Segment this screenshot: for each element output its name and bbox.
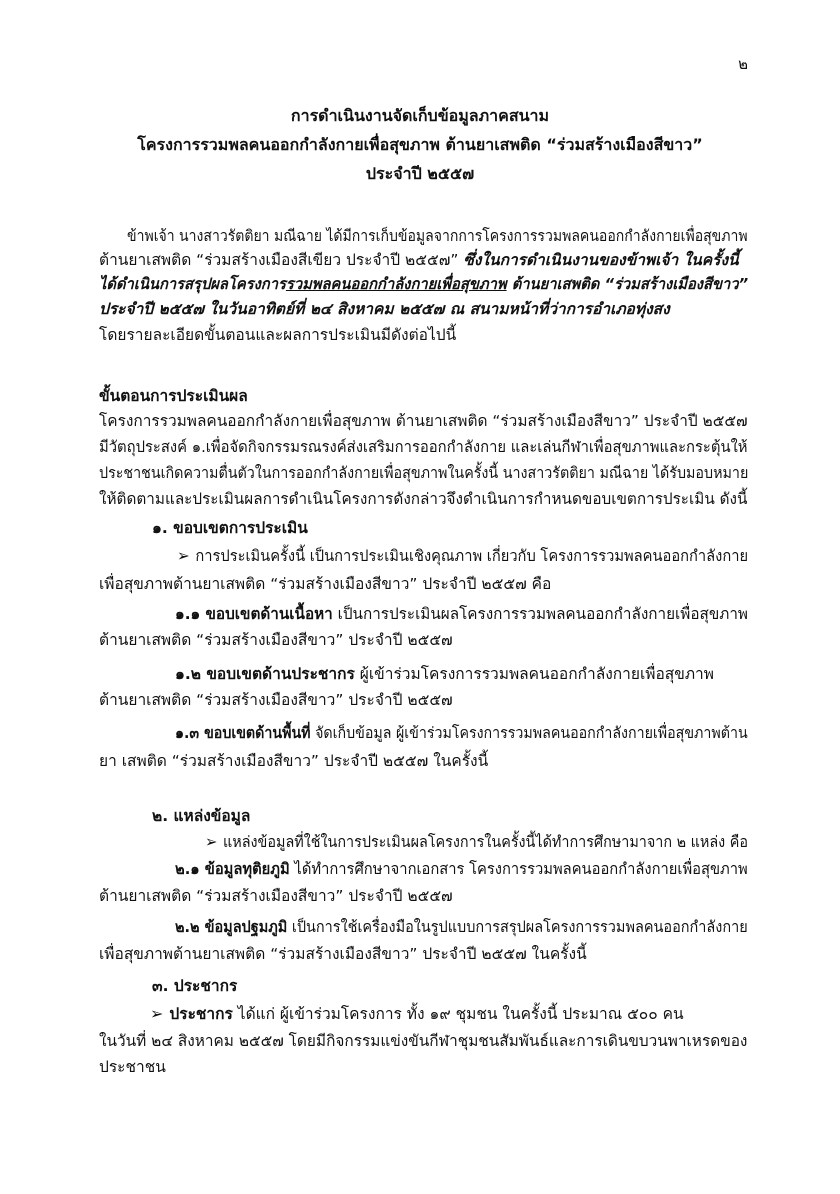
arrow-bullet-icon: ➢ (205, 832, 218, 851)
title-line-1: การดำเนินงานจัดเก็บข้อมูลภาคสนาม (290, 106, 550, 125)
sources-2-1-text: ได้ทำการศึกษาจากเอกสาร โครงการรวมพลคนออกกำลังกายเพื่อสุขภาพ (289, 860, 748, 878)
scope-1-2-text: ผู้เข้าร่วมโครงการรวมพลคนออกกำลังกายเพื่อสุขภาพ (354, 665, 714, 683)
title-line-3: ประจำปี ๒๕๕๗ (365, 164, 475, 183)
sources-2-2-text: เป็นการใช้เครื่องมือในรูปแบบการสรุปผลโครงการรวมพลคนออกกำลังกาย (287, 918, 748, 936)
scope-1-1-line-2: ต้านยาเสพติด “ร่วมสร้างเมืองสีขาว” ประจำปี ๒๕๕๗ (99, 631, 453, 649)
intro-line-1: ข้าพเจ้า นางสาวรัตติยา มณีฉาย ได้มีการเก็บข้อมูลจากการโครงการรวมพลคนออกกำลังกายเพื่อสุขภาพ (127, 227, 748, 245)
scope-1-3-line-2: ยา เสพติด “ร่วมสร้างเมืองสีขาว” ประจำปี ๒๕๕๗ ในครั้งนี้ (99, 752, 489, 770)
scope-1-2-line-1 (175, 664, 714, 684)
intro-line-2-emphasis: ซึ่งในการดำเนินงานของข้าพเจ้า ในครั้งนี้ (463, 251, 739, 269)
sources-2-2-line-1 (175, 917, 748, 937)
title-line-2: โครงการรวมพลคนออกกำลังกายเพื่อสุขภาพ ต้านยาเสพติด “ร่วมสร้างเมืองสีขาว” (137, 135, 703, 154)
intro-line-3-a: ได้ดำเนินการสรุปผลโครงการ (99, 275, 286, 293)
scope-1-1-text: เป็นการประเมินผลโครงการรวมพลคนออกกำลังกายเพื่อสุขภาพ (332, 605, 748, 623)
population-line-1 (150, 1004, 684, 1024)
scope-1-2-line-2: ต้านยาเสพติด “ร่วมสร้างเมืองสีขาว” ประจำปี ๒๕๕๗ (99, 691, 453, 709)
population-line-2: ในวันที่ ๒๔ สิงหาคม ๒๕๕๗ โดยมีกิจกรรมแข่งขันกีฬาชุมชนสัมพันธ์และการเดินขบวนพาเหรดของ (99, 1032, 748, 1050)
sources-heading: ๒. แหล่งข้อมูล (152, 807, 251, 825)
scope-1-1-label: ๑.๑ ขอบเขตด้านเนื้อหา (175, 605, 333, 623)
population-heading: ๓. ประชากร (152, 977, 238, 995)
sources-2-1-line-1 (175, 859, 748, 879)
scope-heading: ๑. ขอบเขตการประเมิน (152, 519, 308, 537)
intro-line-5: โดยรายละเอียดขั้นตอนและผลการประเมินมีดังต่อไปนี้ (99, 326, 457, 344)
sources-bullet (205, 832, 748, 852)
population-line-3: ประชาชน (99, 1058, 166, 1076)
section-eval-p2: มีวัตถุประสงค์ ๑.เพื่อจัดกิจกรรมรณรงค์ส่งเสริมการออกกำลังกาย และเล่นกีฬาเพื่อสุขภาพและกระตุ้นให้ (99, 438, 748, 456)
sources-2-2-line-2: เพื่อสุขภาพต้านยาเสพติด “ร่วมสร้างเมืองสีขาว” ประจำปี ๒๕๕๗ ในครั้งนี้ (99, 945, 587, 963)
arrow-bullet-icon: ➢ (177, 546, 190, 565)
sources-2-1-label: ๒.๑ ข้อมูลทุติยภูมิ (175, 860, 290, 878)
sources-bullet-text: แหล่งข้อมูลที่ใช้ในการประเมินผลโครงการในครั้งนี้ได้ทำการศึกษามาจาก ๒ แหล่ง คือ (222, 833, 749, 851)
section-eval-heading: ขั้นตอนการประเมินผล (99, 387, 248, 405)
population-label: ประชากร (169, 1005, 233, 1023)
sources-2-2-label: ๒.๒ ข้อมูลปฐมภูมิ (175, 918, 288, 936)
population-text: ได้แก่ ผู้เข้าร่วมโครงการ ทั้ง ๑๙ ชุมชน ในครั้งนี้ ประมาณ ๕๐๐ คน (232, 1005, 684, 1023)
scope-1-2-label: ๑.๒ ขอบเขตด้านประชากร (175, 665, 355, 683)
intro-line-2 (99, 250, 739, 270)
intro-line-2-plain: ต้านยาเสพติด “ร่วมสร้างเมืองสีเขียว ประจำปี ๒๕๕๗” (99, 251, 459, 269)
section-eval-p1: โครงการรวมพลคนออกกำลังกายเพื่อสุขภาพ ต้านยาเสพติด “ร่วมสร้างเมืองสีขาว” ประจำปี ๒๕๕๗ (99, 412, 748, 430)
sources-2-1-line-2: ต้านยาเสพติด “ร่วมสร้างเมืองสีขาว” ประจำปี ๒๕๕๗ (99, 887, 453, 905)
page-number: ๒ (738, 55, 748, 73)
arrow-bullet-icon: ➢ (150, 1004, 164, 1023)
intro-line-3 (99, 274, 748, 294)
scope-bullet-text: การประเมินครั้งนี้ เป็นการประเมินเชิงคุณภาพ เกี่ยวกับ โครงการรวมพลคนออกกำลังกาย (195, 547, 749, 565)
intro-line-4: ประจำปี ๒๕๕๗ ในวันอาทิตย์ที่ ๒๔ สิงหาคม ๒๕๕๗ ณ สนามหน้าที่ว่าการอำเภอทุ่งสง (99, 300, 670, 318)
scope-bullet-line-2: เพื่อสุขภาพต้านยาเสพติด “ร่วมสร้างเมืองสีขาว” ประจำปี ๒๕๕๗ คือ (99, 575, 552, 593)
intro-line-3-c: ต้านยาเสพติด “ร่วมสร้างเมืองสีขาว” (506, 275, 749, 293)
scope-1-1-line-1 (175, 604, 748, 624)
scope-1-3-text: จัดเก็บข้อมูล ผู้เข้าร่วมโครงการรวมพลคนออกกำลังกายเพื่อสุขภาพต้าน (310, 724, 748, 742)
scope-1-3-line-1 (175, 723, 748, 743)
intro-line-3-underlined: รวมพลคนออกกำลังกายเพื่อสุขภาพ (285, 275, 507, 293)
scope-1-3-label: ๑.๓ ขอบเขตด้านพื้นที่ (175, 724, 311, 742)
section-eval-p3: ประชาชนเกิดความตื่นตัวในการออกกำลังกายเพื่อสุขภาพในครั้งนี้ นางสาวรัตติยา มณีฉาย ได้รับมอบหมาย (99, 464, 749, 482)
scope-bullet-line-1 (177, 546, 748, 566)
section-eval-p4: ให้ติดตามและประเมินผลการดำเนินโครงการดังกล่าวจึงดำเนินการกำหนดขอบเขตการประเมิน ดังนี้ (99, 490, 748, 508)
